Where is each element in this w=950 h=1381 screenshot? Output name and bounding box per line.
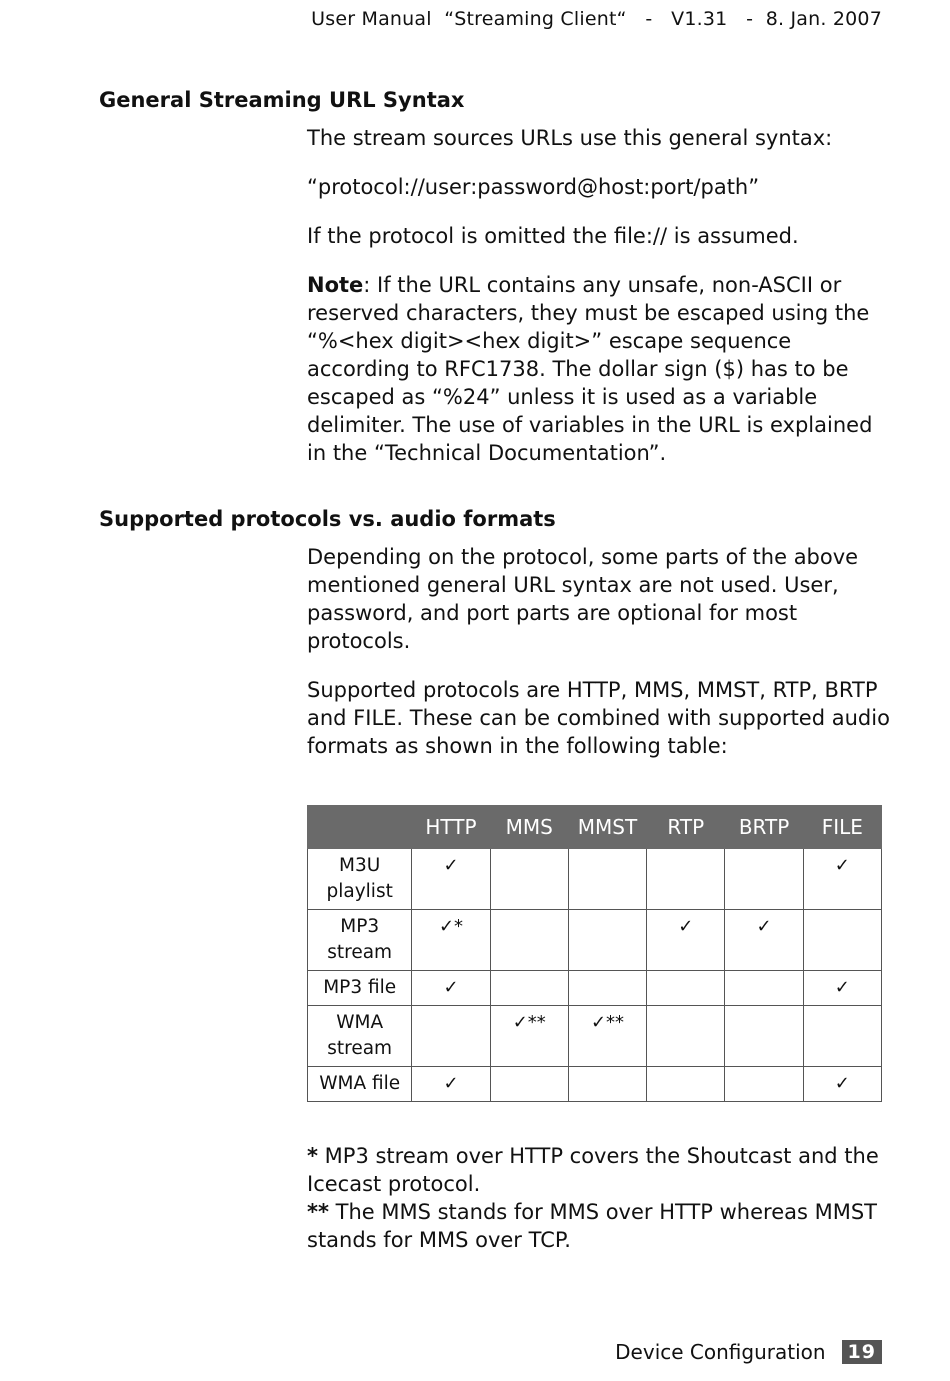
footnote-text: MP3 stream over HTTP covers the Shoutcast and the Icecast protocol. (307, 1144, 879, 1196)
table-cell: ✓ (803, 849, 881, 910)
table-cell (647, 849, 725, 910)
table-row (308, 971, 882, 1006)
table-row (308, 910, 882, 971)
table-cell (490, 971, 568, 1006)
footnote-mark: ** (307, 1200, 329, 1224)
row-header: MP3 file (308, 971, 412, 1006)
footnote-1 (307, 1142, 892, 1198)
table-cell: ✓** (568, 1006, 646, 1067)
row-header: WMA file (308, 1067, 412, 1102)
url-syntax-example: “protocol://user:password@host:port/path” (307, 175, 760, 199)
table-cell (725, 971, 803, 1006)
column-header-mmst: MMST (568, 806, 646, 849)
table-cell: ✓ (725, 910, 803, 971)
table-cell (725, 849, 803, 910)
page-footer (615, 1340, 882, 1364)
footnote-mark: * (307, 1144, 318, 1168)
table-row (308, 1067, 882, 1102)
paragraph: If the protocol is omitted the file:// is assumed. (307, 224, 799, 248)
paragraph: Supported protocols are HTTP, MMS, MMST, RTP, BRTP and FILE. These can be combined with supported audio formats as shown in the following table: (307, 678, 890, 758)
table-cell: ✓ (803, 971, 881, 1006)
footnote-text: The MMS stands for MMS over HTTP whereas MMST stands for MMS over TCP. (307, 1200, 878, 1252)
section-heading-url-syntax: General Streaming URL Syntax (99, 88, 465, 112)
table-cell (568, 910, 646, 971)
table-cell (725, 1006, 803, 1067)
column-header-brtp: BRTP (725, 806, 803, 849)
table-cell (725, 1067, 803, 1102)
table-cell (647, 1006, 725, 1067)
table-cell (803, 1006, 881, 1067)
row-header: M3U playlist (308, 849, 412, 910)
table-cell (568, 971, 646, 1006)
column-header-rtp: RTP (647, 806, 725, 849)
table-cell (568, 1067, 646, 1102)
url-syntax-body (307, 124, 892, 488)
table-header-corner (308, 806, 412, 849)
row-header: MP3 stream (308, 910, 412, 971)
table-cell (490, 910, 568, 971)
column-header-http: HTTP (412, 806, 490, 849)
column-header-file: FILE (803, 806, 881, 849)
protocols-body (307, 543, 892, 781)
table-cell: ✓* (412, 910, 490, 971)
note-paragraph (307, 271, 892, 467)
table-cell: ✓ (412, 849, 490, 910)
protocol-format-table (307, 805, 882, 1102)
table-cell: ✓ (803, 1067, 881, 1102)
section-heading-protocols: Supported protocols vs. audio formats (99, 507, 556, 531)
table-cell: ✓ (412, 1067, 490, 1102)
footnote-2 (307, 1198, 892, 1254)
note-text: : If the URL contains any unsafe, non-ASCII or reserved characters, they must be escaped using the “%<hex digit><hex digit>” escape sequence according to RFC1738. The dollar sign ($) has to be escaped as “%24” unless it is used as a variable delimiter. The use of variables in the URL is explained in the “Technical Documentation”. (307, 273, 873, 465)
table-header-row (308, 806, 882, 849)
note-label: Note (307, 273, 364, 297)
row-header: WMA stream (308, 1006, 412, 1067)
table-cell (647, 1067, 725, 1102)
table-cell: ✓ (412, 971, 490, 1006)
running-header: User Manual “Streaming Client“ - V1.31 - 8. Jan. 2007 (311, 8, 882, 30)
table-cell (803, 910, 881, 971)
table-cell: ✓ (647, 910, 725, 971)
paragraph: Depending on the protocol, some parts of the above mentioned general URL syntax are not used. User, password, and port parts are optional for most protocols. (307, 545, 859, 653)
table-cell (490, 849, 568, 910)
footer-section-label: Device Configuration (615, 1340, 826, 1364)
column-header-mms: MMS (490, 806, 568, 849)
table-cell (647, 971, 725, 1006)
footnotes (307, 1142, 892, 1254)
table-cell (490, 1067, 568, 1102)
table-row (308, 849, 882, 910)
table-cell (412, 1006, 490, 1067)
page-number: 19 (842, 1340, 882, 1364)
table-cell (568, 849, 646, 910)
table-row (308, 1006, 882, 1067)
paragraph: The stream sources URLs use this general syntax: (307, 126, 833, 150)
table-cell: ✓** (490, 1006, 568, 1067)
